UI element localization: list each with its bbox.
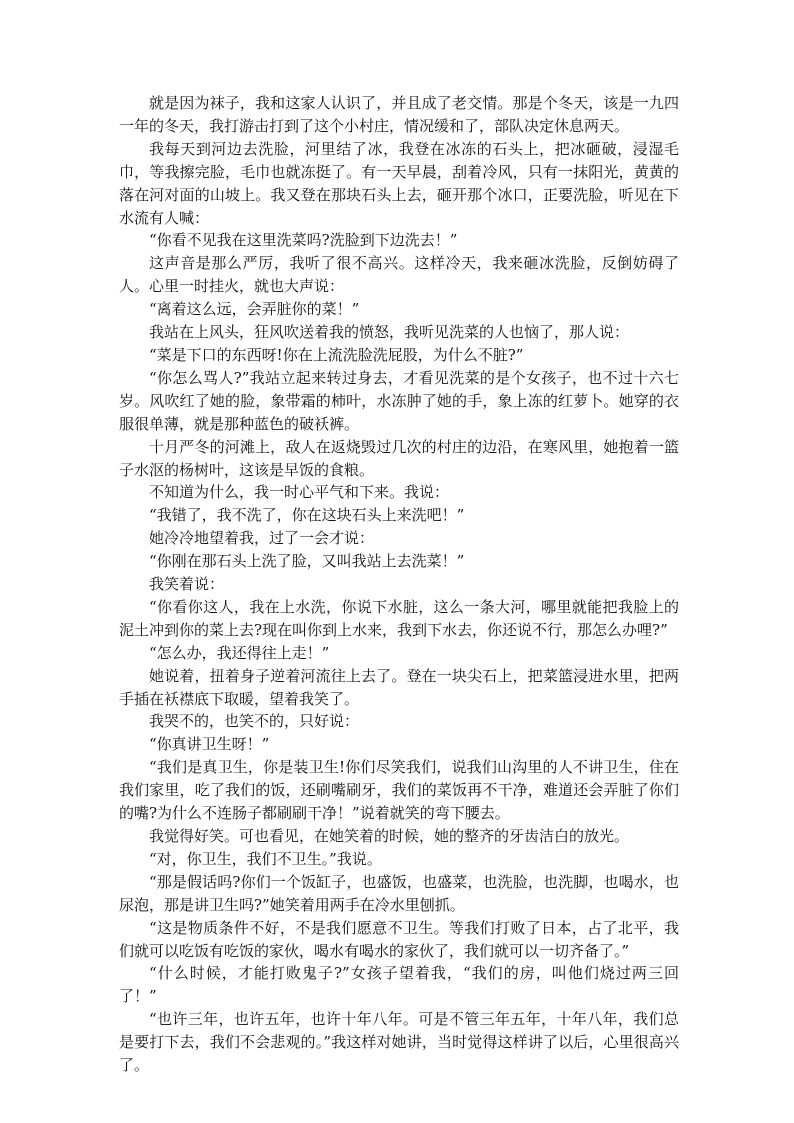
paragraph-26: “也许三年，也许五年，也许十年八年。可是不管三年五年，十年八年，我们总是要打下去，我们不会悲观的。”我这样对她讲，当时觉得这样讲了以后，心里很高兴了。 xyxy=(119,1010,679,1075)
paragraph-7: “菜是下口的东西呀!你在上流洗脸洗屁股，为什么不脏?” xyxy=(149,345,524,364)
paragraph-13: “你刚在那石头上洗了脸，又叫我站上去洗菜！” xyxy=(149,552,465,571)
paragraph-4: 这声音是那么严厉，我听了很不高兴。这样冷天，我来砸冰洗脸，反倒妨碍了人。心里一时挂火，就也大声说： xyxy=(119,254,679,296)
paragraph-14: 我笑着说： xyxy=(149,575,225,594)
paragraph-24: “这是物质条件不好，不是我们愿意不卫生。等我们打败了日本，占了北平，我们就可以吃饭有吃饭的家伙，喝水有喝水的家伙了，我们就可以一切齐备了。” xyxy=(119,918,679,960)
paragraph-22: “对，你卫生，我们不卫生。”我说。 xyxy=(149,849,382,868)
paragraph-23: “那是假话吗?你们一个饭缸子，也盛饭，也盛菜，也洗脸，也洗脚，也喝水，也尿泡，那是讲卫生吗?”她笑着用两手在冷水里刨抓。 xyxy=(119,872,679,914)
paragraph-19: “你真讲卫生呀！” xyxy=(149,735,270,754)
paragraph-10: 不知道为什么，我一时心平气和下来。我说： xyxy=(149,483,450,502)
paragraph-12: 她冷冷地望着我，过了一会才说： xyxy=(149,529,375,548)
paragraph-1: 就是因为袜子，我和这家人认识了，并且成了老交情。那是个冬天，该是一九四一年的冬天，我打游击打到了这个小村庄，情况缓和了，部队决定休息两天。 xyxy=(119,94,679,135)
paragraph-2: 我每天到河边去洗脸，河里结了冰，我登在冰冻的石头上，把冰砸破，浸湿毛巾，等我擦完脸，毛巾也就冻挺了。有一天早晨，刮着冷风，只有一抹阳光，黄黄的落在河对面的山坡上。我又登在那块石头上去，砸开那个冰口，正要洗脸，听见在下水流有人喊： xyxy=(119,139,679,227)
paragraph-5: “离着这么远，会弄脏你的菜！” xyxy=(149,300,360,319)
document-body xyxy=(119,92,679,1077)
paragraph-20: “我们是真卫生，你是装卫生!你们尽笑我们，说我们山沟里的人不讲卫生，住在我们家里，吃了我们的饭，还刷嘴刷牙，我们的菜饭再不干净，难道还会弄脏了你们的嘴?为什么不连肠子都刷刷干净！”说着就笑的弯下腰去。 xyxy=(119,758,679,823)
paragraph-9: 十月严冬的河滩上，敌人在返烧毁过几次的村庄的边沿，在寒风里，她抱着一篮子水沤的杨树叶，这该是早饭的食粮。 xyxy=(119,437,679,479)
paragraph-17: 她说着，扭着身子逆着河流往上去了。登在一块尖石上，把菜篮浸进水里，把两手插在袄襟底下取暖，望着我笑了。 xyxy=(119,666,679,708)
paragraph-21: 我觉得好笑。可也看见，在她笑着的时候，她的整齐的牙齿洁白的放光。 xyxy=(149,827,630,845)
paragraph-18: 我哭不的，也笑不的，只好说： xyxy=(149,712,360,731)
paragraph-3: “你看不见我在这里洗菜吗?洗脸到下边洗去！” xyxy=(149,231,458,250)
paragraph-16: “怎么办，我还得往上走！” xyxy=(149,643,330,662)
paragraph-11: “我错了，我不洗了，你在这块石头上来洗吧！” xyxy=(149,506,465,525)
paragraph-25: “什么时候，才能打败鬼子?”女孩子望着我，“我们的房，叫他们烧过两三回了！” xyxy=(119,964,679,1006)
paragraph-8: “你怎么骂人?”我站立起来转过身去，才看见洗菜的是个女孩子，也不过十六七岁。风吹红了她的脸，象带霜的柿叶，水冻肿了她的手，象上冻的红萝卜。她穿的衣服很单薄，就是那种蓝色的破袄裤。 xyxy=(119,368,679,433)
paragraph-6: 我站在上风头，狂风吹送着我的愤怒，我听见洗菜的人也恼了，那人说： xyxy=(149,323,630,342)
paragraph-15: “你看你这人，我在上水洗，你说下水脏，这么一条大河，哪里就能把我脸上的泥土冲到你的菜上去?现在叫你到上水来，我到下水去，你还说不行，那怎么办哩?” xyxy=(119,597,679,639)
